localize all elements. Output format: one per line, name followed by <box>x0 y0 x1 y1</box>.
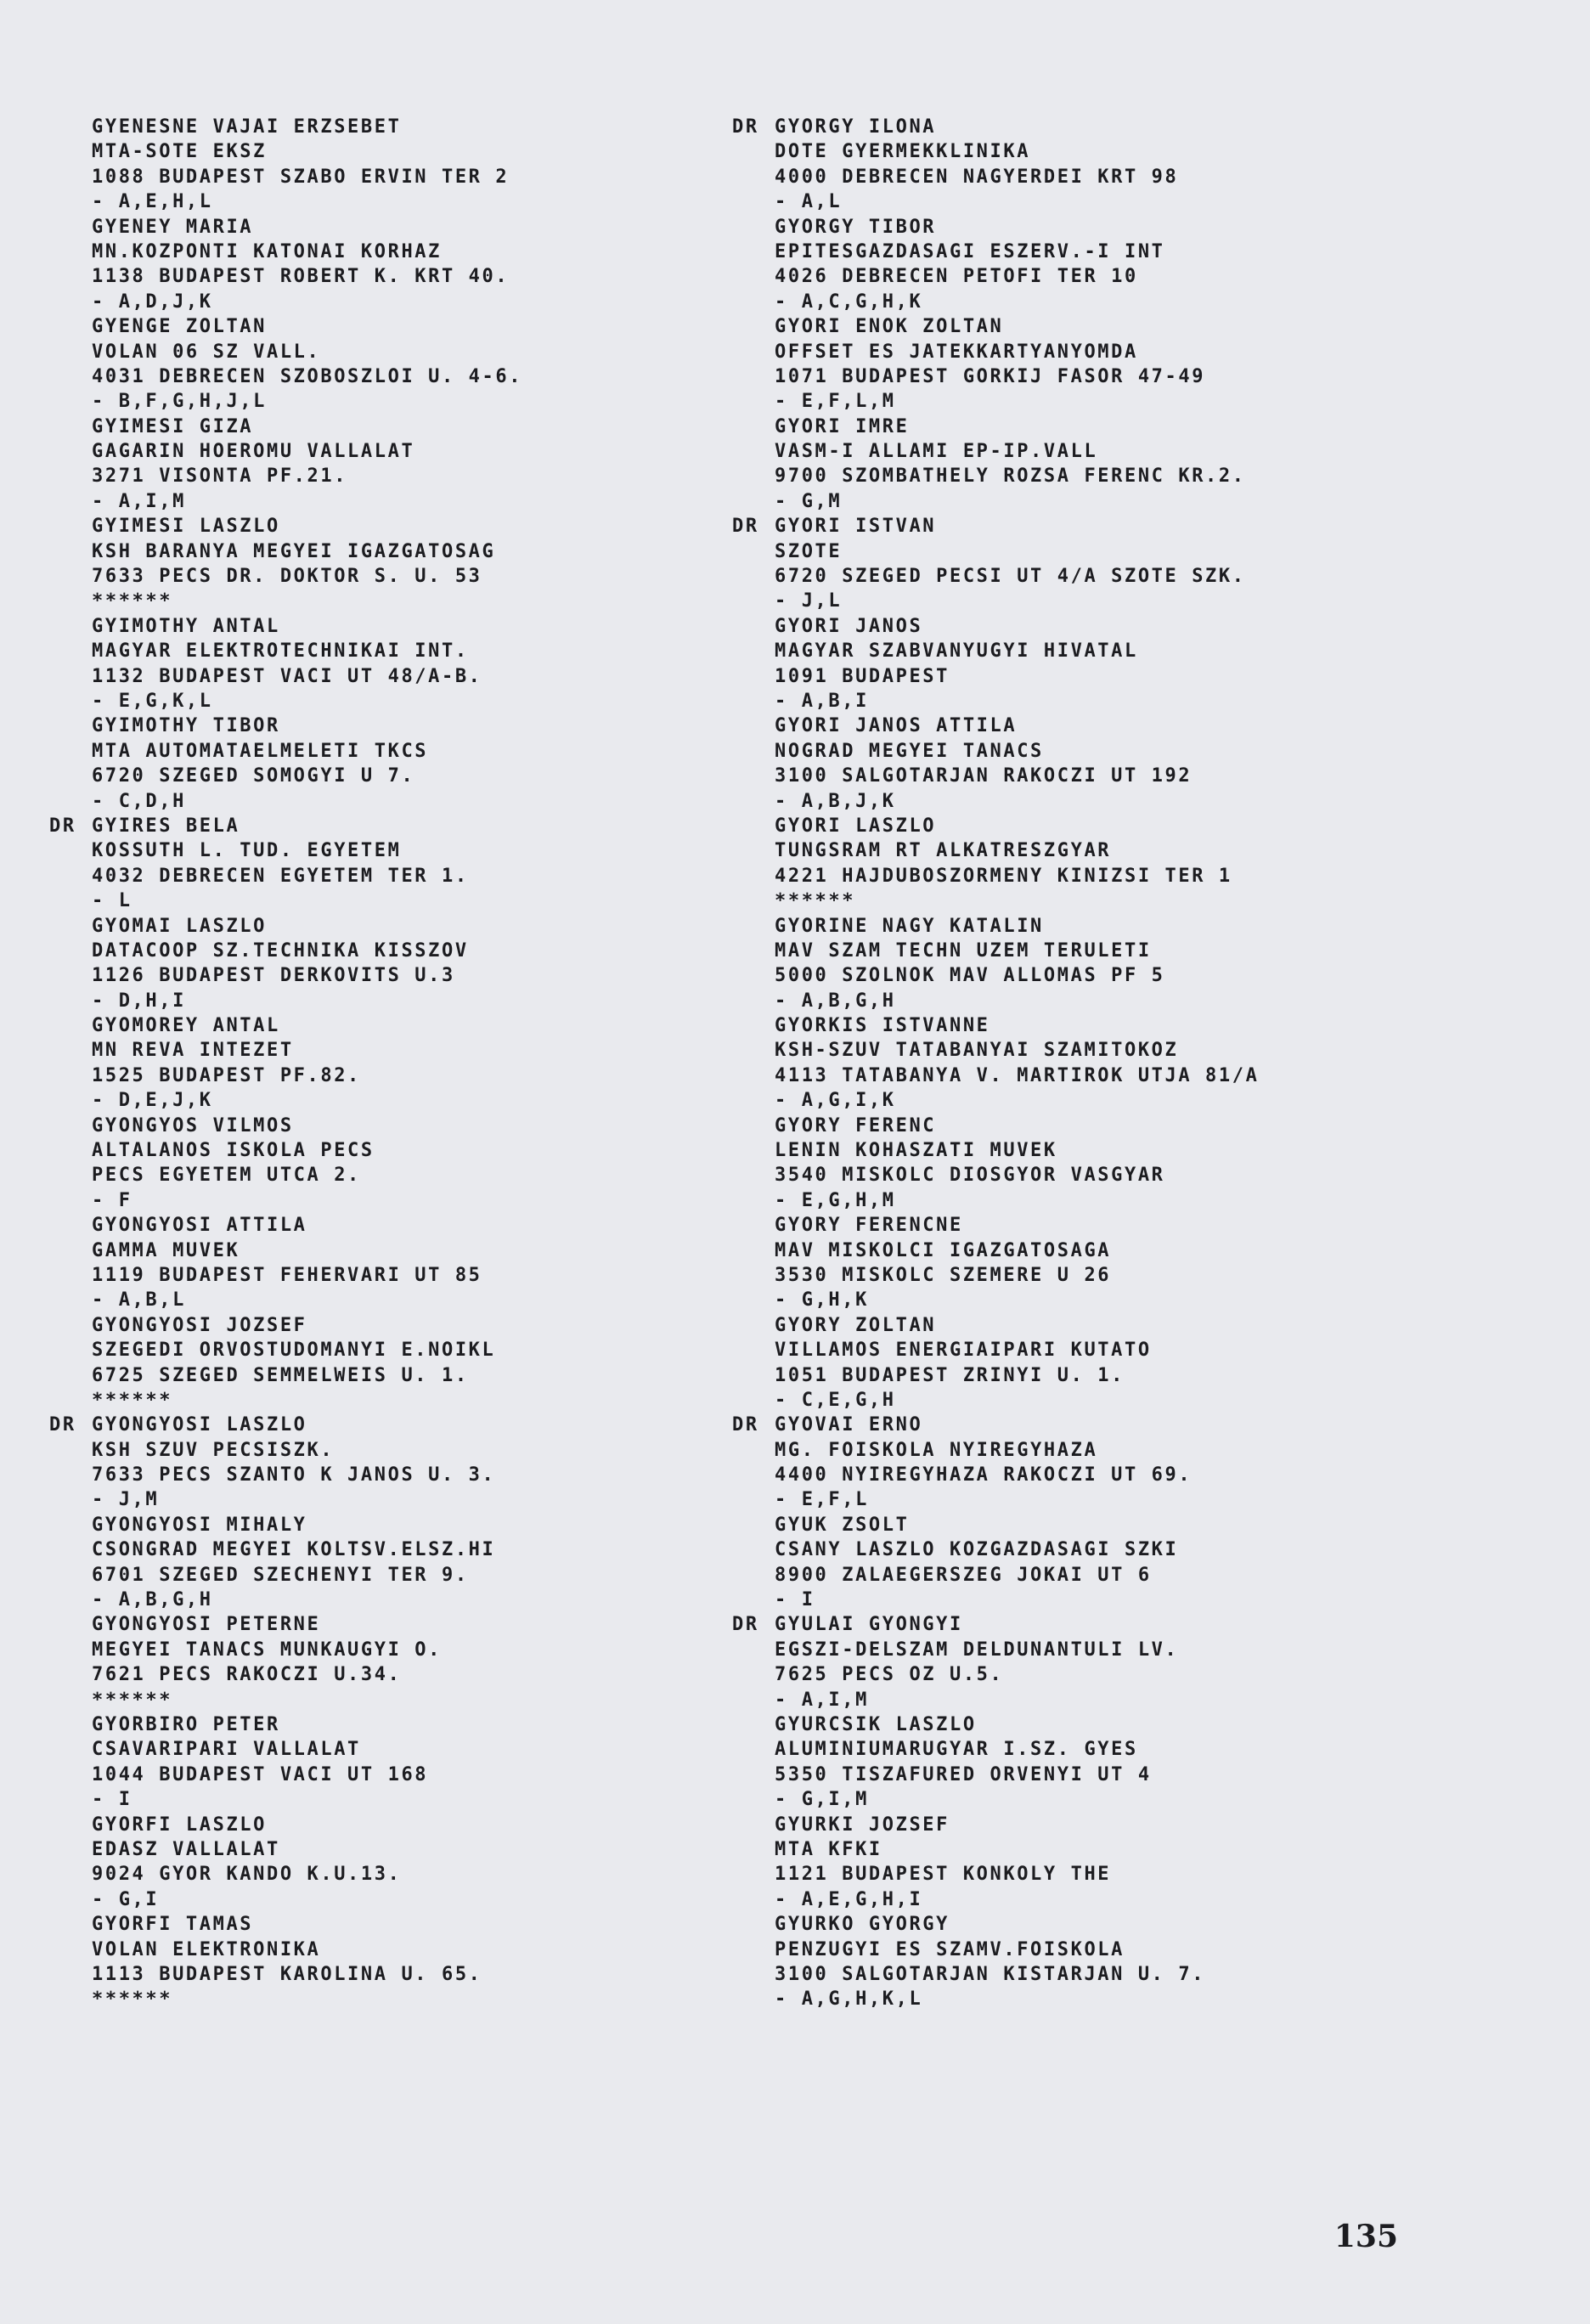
title-prefix: DR <box>732 1414 759 1436</box>
entry-codes: - A,G,H,K,L <box>775 1988 923 2011</box>
entry-name: GYORI ISTVAN <box>775 516 937 538</box>
directory-entry <box>775 814 1420 914</box>
entry-name: GYIRES BELA <box>92 815 240 837</box>
entry-codes: - J,M <box>92 1489 160 1511</box>
entry-name: GYENESNE VAJAI ERZSEBET <box>92 116 402 138</box>
entry-organization: KOSSUTH L. TUD. EGYETEM <box>92 840 402 862</box>
entry-address: 4032 DEBRECEN EGYETEM TER 1. <box>92 865 469 887</box>
directory-entry <box>775 314 1420 415</box>
entry-name: GYORFI TAMAS <box>92 1914 254 1936</box>
entry-codes: - A,B,I <box>775 690 869 712</box>
directory-entry <box>732 115 1420 215</box>
entry-codes: - C,E,G,H <box>775 1389 896 1411</box>
entry-codes: ****** <box>775 890 856 912</box>
entry-codes: - I <box>775 1589 815 1611</box>
entry-address: 9024 GYOR KANDO K.U.13. <box>92 1864 402 1886</box>
entry-codes: - A,L <box>775 191 843 213</box>
entry-codes: - G,I <box>92 1888 160 1910</box>
entry-organization: CSANY LASZLO KOZGAZDASAGI SZKI <box>775 1539 1179 1561</box>
entry-name: GYIMESI GIZA <box>92 415 254 437</box>
entry-codes: - E,F,L <box>775 1489 869 1511</box>
entry-organization: MTA AUTOMATAELMELETI TKCS <box>92 740 429 762</box>
directory-entry <box>92 1912 737 2012</box>
directory-entry <box>92 614 737 714</box>
entry-codes: - A,B,J,K <box>775 790 896 812</box>
entry-address: 9700 SZOMBATHELY ROZSA FERENC KR.2. <box>775 465 1246 488</box>
entry-organization: KSH BARANYA MEGYEI IGAZGATOSAG <box>92 540 496 562</box>
entry-address: 6720 SZEGED SOMOGYI U 7. <box>92 765 415 787</box>
entry-name: GYORBIRO PETER <box>92 1714 280 1735</box>
entry-address: 4400 NYIREGYHAZA RAKOCZI UT 69. <box>775 1464 1192 1486</box>
entry-name: GYORY FERENC <box>775 1114 937 1137</box>
directory-entry <box>92 514 737 614</box>
entry-name: GYORI JANOS <box>775 615 923 637</box>
directory-entry <box>775 1712 1420 1813</box>
directory-entry <box>92 1013 737 1114</box>
entry-address: 6725 SZEGED SEMMELWEIS U. 1. <box>92 1364 469 1386</box>
entry-codes: - A,B,L <box>92 1289 186 1311</box>
directory-entry <box>775 215 1420 315</box>
entry-organization: VOLAN 06 SZ VALL. <box>92 341 321 363</box>
entry-name: GYONGYOSI LASZLO <box>92 1414 307 1436</box>
entry-address: 7633 PECS DR. DOKTOR S. U. 53 <box>92 566 482 588</box>
entry-address: 8900 ZALAEGERSZEG JOKAI UT 6 <box>775 1564 1152 1586</box>
entry-codes: - J,L <box>775 590 843 612</box>
entry-name: GYORGY TIBOR <box>775 216 937 238</box>
entry-organization: MTA-SOTE EKSZ <box>92 141 267 163</box>
entry-organization: MEGYEI TANACS MUNKAUGYI O. <box>92 1639 442 1661</box>
entry-codes: - A,I,M <box>92 490 186 512</box>
directory-entry <box>92 215 737 315</box>
directory-entry <box>732 1612 1420 1712</box>
entry-address: 1138 BUDAPEST ROBERT K. KRT 40. <box>92 266 510 288</box>
entry-organization: MN REVA INTEZET <box>92 1040 294 1062</box>
entry-codes: - D,E,J,K <box>92 1090 213 1112</box>
entry-name: GYORI JANOS ATTILA <box>775 715 1018 737</box>
entry-name: GYORI IMRE <box>775 415 910 437</box>
entry-name: GYURKO GYORGY <box>775 1914 950 1936</box>
entry-organization: OFFSET ES JATEKKARTYANYOMDA <box>775 341 1138 363</box>
entry-name: GYUK ZSOLT <box>775 1514 910 1536</box>
entry-name: GYORY ZOLTAN <box>775 1314 937 1336</box>
entry-address: 4031 DEBRECEN SZOBOSZLOI U. 4-6. <box>92 365 523 387</box>
directory-entry <box>775 1013 1420 1114</box>
entry-codes: - I <box>92 1789 132 1811</box>
directory-entry <box>775 614 1420 714</box>
directory-entry <box>732 1413 1420 1513</box>
entry-address: 7625 PECS OZ U.5. <box>775 1664 1004 1686</box>
entry-address: 3100 SALGOTARJAN RAKOCZI UT 192 <box>775 765 1192 787</box>
entry-name: GYURCSIK LASZLO <box>775 1714 977 1735</box>
entry-name: GYIMOTHY TIBOR <box>92 715 280 737</box>
entry-organization: NOGRAD MEGYEI TANACS <box>775 740 1044 762</box>
directory-entry <box>92 1813 737 1913</box>
entry-name: GYONGYOS VILMOS <box>92 1114 294 1137</box>
entry-codes: - E,G,H,M <box>775 1189 896 1211</box>
entry-organization: MG. FOISKOLA NYIREGYHAZA <box>775 1439 1098 1461</box>
entry-name: GYORGY ILONA <box>775 116 937 138</box>
left-column <box>49 115 737 2012</box>
entry-address: 1132 BUDAPEST VACI UT 48/A-B. <box>92 665 482 687</box>
directory-entry <box>775 415 1420 515</box>
directory-entry <box>92 1114 737 1214</box>
entry-name: GYURKI JOZSEF <box>775 1814 950 1836</box>
entry-codes: ****** <box>92 1988 173 2011</box>
entry-address: PECS EGYETEM UTCA 2. <box>92 1165 361 1187</box>
entry-codes: - E,G,K,L <box>92 690 213 712</box>
entry-address: 1051 BUDAPEST ZRINYI U. 1. <box>775 1364 1125 1386</box>
right-column <box>732 115 1420 2012</box>
entry-codes: - A,G,I,K <box>775 1090 896 1112</box>
directory-entry <box>775 1813 1420 1913</box>
entry-organization: KSH SZUV PECSISZK. <box>92 1439 335 1461</box>
entry-name: GYOMAI LASZLO <box>92 915 267 937</box>
entry-address: 1126 BUDAPEST DERKOVITS U.3 <box>92 965 455 987</box>
entry-organization: EGSZI-DELSZAM DELDUNANTULI LV. <box>775 1639 1179 1661</box>
entry-organization: GAMMA MUVEK <box>92 1239 240 1261</box>
entry-organization: MAGYAR SZABVANYUGYI HIVATAL <box>775 640 1138 663</box>
directory-entry <box>775 714 1420 814</box>
title-prefix: DR <box>49 1414 76 1436</box>
entry-address: 7633 PECS SZANTO K JANOS U. 3. <box>92 1464 496 1486</box>
entry-organization: SZOTE <box>775 540 843 562</box>
entry-organization: GAGARIN HOEROMU VALLALAT <box>92 441 415 463</box>
entry-address: 1044 BUDAPEST VACI UT 168 <box>92 1763 429 1785</box>
directory-entry <box>92 415 737 515</box>
title-prefix: DR <box>49 815 76 837</box>
entry-address: 6701 SZEGED SZECHENYI TER 9. <box>92 1564 469 1586</box>
entry-codes: - D,H,I <box>92 990 186 1012</box>
entry-codes: - A,C,G,H,K <box>775 290 923 313</box>
entry-name: GYORINE NAGY KATALIN <box>775 915 1044 937</box>
entry-organization: MN.KOZPONTI KATONAI KORHAZ <box>92 240 442 262</box>
entry-codes: - L <box>92 890 132 912</box>
directory-entry <box>92 1313 737 1413</box>
entry-address: 4000 DEBRECEN NAGYERDEI KRT 98 <box>775 166 1179 188</box>
entry-codes: - F <box>92 1189 132 1211</box>
entry-address: 1088 BUDAPEST SZABO ERVIN TER 2 <box>92 166 510 188</box>
directory-entry <box>92 115 737 215</box>
entry-organization: CSONGRAD MEGYEI KOLTSV.ELSZ.HI <box>92 1539 496 1561</box>
entry-codes: - C,D,H <box>92 790 186 812</box>
entry-organization: KSH-SZUV TATABANYAI SZAMITOKOZ <box>775 1040 1179 1062</box>
title-prefix: DR <box>732 1614 759 1636</box>
entry-codes: ****** <box>92 1389 173 1411</box>
entry-codes: - E,F,L,M <box>775 391 896 413</box>
entry-name: GYORFI LASZLO <box>92 1814 267 1836</box>
directory-entry <box>775 914 1420 1014</box>
entry-name: GYONGYOSI ATTILA <box>92 1215 307 1237</box>
entry-organization: VOLAN ELEKTRONIKA <box>92 1938 321 1960</box>
entry-organization: ALTALANOS ISKOLA PECS <box>92 1140 375 1162</box>
entry-name: GYORKIS ISTVANNE <box>775 1015 990 1037</box>
entry-organization: ALUMINIUMARUGYAR I.SZ. GYES <box>775 1739 1138 1761</box>
entry-name: GYONGYOSI JOZSEF <box>92 1314 307 1336</box>
entry-name: GYOVAI ERNO <box>775 1414 923 1436</box>
directory-entry <box>775 1513 1420 1613</box>
entry-address: 3100 SALGOTARJAN KISTARJAN U. 7. <box>775 1963 1206 1985</box>
entry-name: GYENEY MARIA <box>92 216 254 238</box>
entry-organization: MAGYAR ELEKTROTECHNIKAI INT. <box>92 640 469 663</box>
entry-address: 1525 BUDAPEST PF.82. <box>92 1064 361 1086</box>
entry-address: 1113 BUDAPEST KAROLINA U. 65. <box>92 1963 482 1985</box>
entry-organization: TUNGSRAM RT ALKATRESZGYAR <box>775 840 1112 862</box>
page-number: 135 <box>1333 2219 1398 2254</box>
entry-address: 1119 BUDAPEST FEHERVARI UT 85 <box>92 1264 482 1286</box>
entry-address: 4221 HAJDUBOSZORMENY KINIZSI TER 1 <box>775 865 1232 887</box>
directory-entry <box>92 1712 737 1813</box>
entry-address: 3540 MISKOLC DIOSGYOR VASGYAR <box>775 1165 1165 1187</box>
entry-codes: - B,F,G,H,J,L <box>92 391 267 413</box>
entry-organization: LENIN KOHASZATI MUVEK <box>775 1140 1057 1162</box>
entry-codes: - A,B,G,H <box>92 1589 213 1611</box>
entry-organization: MAV MISKOLCI IGAZGATOSAGA <box>775 1239 1112 1261</box>
entry-address: 4113 TATABANYA V. MARTIROK UTJA 81/A <box>775 1064 1260 1086</box>
entry-name: GYONGYOSI MIHALY <box>92 1514 307 1536</box>
entry-organization: VILLAMOS ENERGIAIPARI KUTATO <box>775 1340 1152 1362</box>
title-prefix: DR <box>732 516 759 538</box>
entry-name: GYORY FERENCNE <box>775 1215 963 1237</box>
directory-entry <box>49 1413 737 1513</box>
entry-name: GYENGE ZOLTAN <box>92 316 267 338</box>
directory-entry <box>92 1612 737 1712</box>
directory-entry <box>775 1114 1420 1214</box>
entry-codes: - A,B,G,H <box>775 990 896 1012</box>
entry-address: 1091 BUDAPEST <box>775 665 950 687</box>
entry-codes: - A,E,H,L <box>92 191 213 213</box>
entry-organization: EPITESGAZDASAGI ESZERV.-I INT <box>775 240 1165 262</box>
entry-codes: - A,E,G,H,I <box>775 1888 923 1910</box>
directory-entry <box>49 814 737 914</box>
entry-codes: - G,I,M <box>775 1789 869 1811</box>
directory-entry <box>92 1213 737 1313</box>
entry-name: GYULAI GYONGYI <box>775 1614 963 1636</box>
entry-address: 6720 SZEGED PECSI UT 4/A SZOTE SZK. <box>775 566 1246 588</box>
entry-organization: DOTE GYERMEKKLINIKA <box>775 141 1031 163</box>
directory-entry <box>92 714 737 814</box>
entry-address: 1071 BUDAPEST GORKIJ FASOR 47-49 <box>775 365 1206 387</box>
entry-address: 1121 BUDAPEST KONKOLY THE <box>775 1864 1112 1886</box>
directory-entry <box>92 314 737 415</box>
entry-codes: - G,M <box>775 490 843 512</box>
entry-organization: MTA KFKI <box>775 1838 882 1860</box>
entry-codes: ****** <box>92 1689 173 1711</box>
entry-address: 3271 VISONTA PF.21. <box>92 465 348 488</box>
entry-address: 4026 DEBRECEN PETOFI TER 10 <box>775 266 1138 288</box>
entry-address: 3530 MISKOLC SZEMERE U 26 <box>775 1264 1112 1286</box>
directory-entry <box>775 1213 1420 1313</box>
entry-organization: MAV SZAM TECHN UZEM TERULETI <box>775 939 1152 962</box>
entry-codes: ****** <box>92 590 173 612</box>
entry-codes: - A,D,J,K <box>92 290 213 313</box>
entry-organization: VASM-I ALLAMI EP-IP.VALL <box>775 441 1098 463</box>
entry-codes: - A,I,M <box>775 1689 869 1711</box>
entry-name: GYORI ENOK ZOLTAN <box>775 316 1004 338</box>
entry-organization: SZEGEDI ORVOSTUDOMANYI E.NOIKL <box>92 1340 496 1362</box>
directory-entry <box>92 914 737 1014</box>
entry-address: 5350 TISZAFURED ORVENYI UT 4 <box>775 1763 1152 1785</box>
directory-entry <box>775 1912 1420 2012</box>
entry-organization: PENZUGYI ES SZAMV.FOISKOLA <box>775 1938 1125 1960</box>
entry-organization: EDASZ VALLALAT <box>92 1838 280 1860</box>
entry-organization: CSAVARIPARI VALLALAT <box>92 1739 361 1761</box>
entry-name: GYONGYOSI PETERNE <box>92 1614 321 1636</box>
entry-codes: - G,H,K <box>775 1289 869 1311</box>
entry-organization: DATACOOP SZ.TECHNIKA KISSZOV <box>92 939 469 962</box>
entry-name: GYIMESI LASZLO <box>92 516 280 538</box>
directory-entry <box>732 514 1420 614</box>
directory-entry <box>92 1513 737 1613</box>
entry-name: GYOMOREY ANTAL <box>92 1015 280 1037</box>
title-prefix: DR <box>732 116 759 138</box>
entry-address: 5000 SZOLNOK MAV ALLOMAS PF 5 <box>775 965 1165 987</box>
entry-name: GYORI LASZLO <box>775 815 937 837</box>
entry-name: GYIMOTHY ANTAL <box>92 615 280 637</box>
entry-address: 7621 PECS RAKOCZI U.34. <box>92 1664 402 1686</box>
directory-entry <box>775 1313 1420 1413</box>
